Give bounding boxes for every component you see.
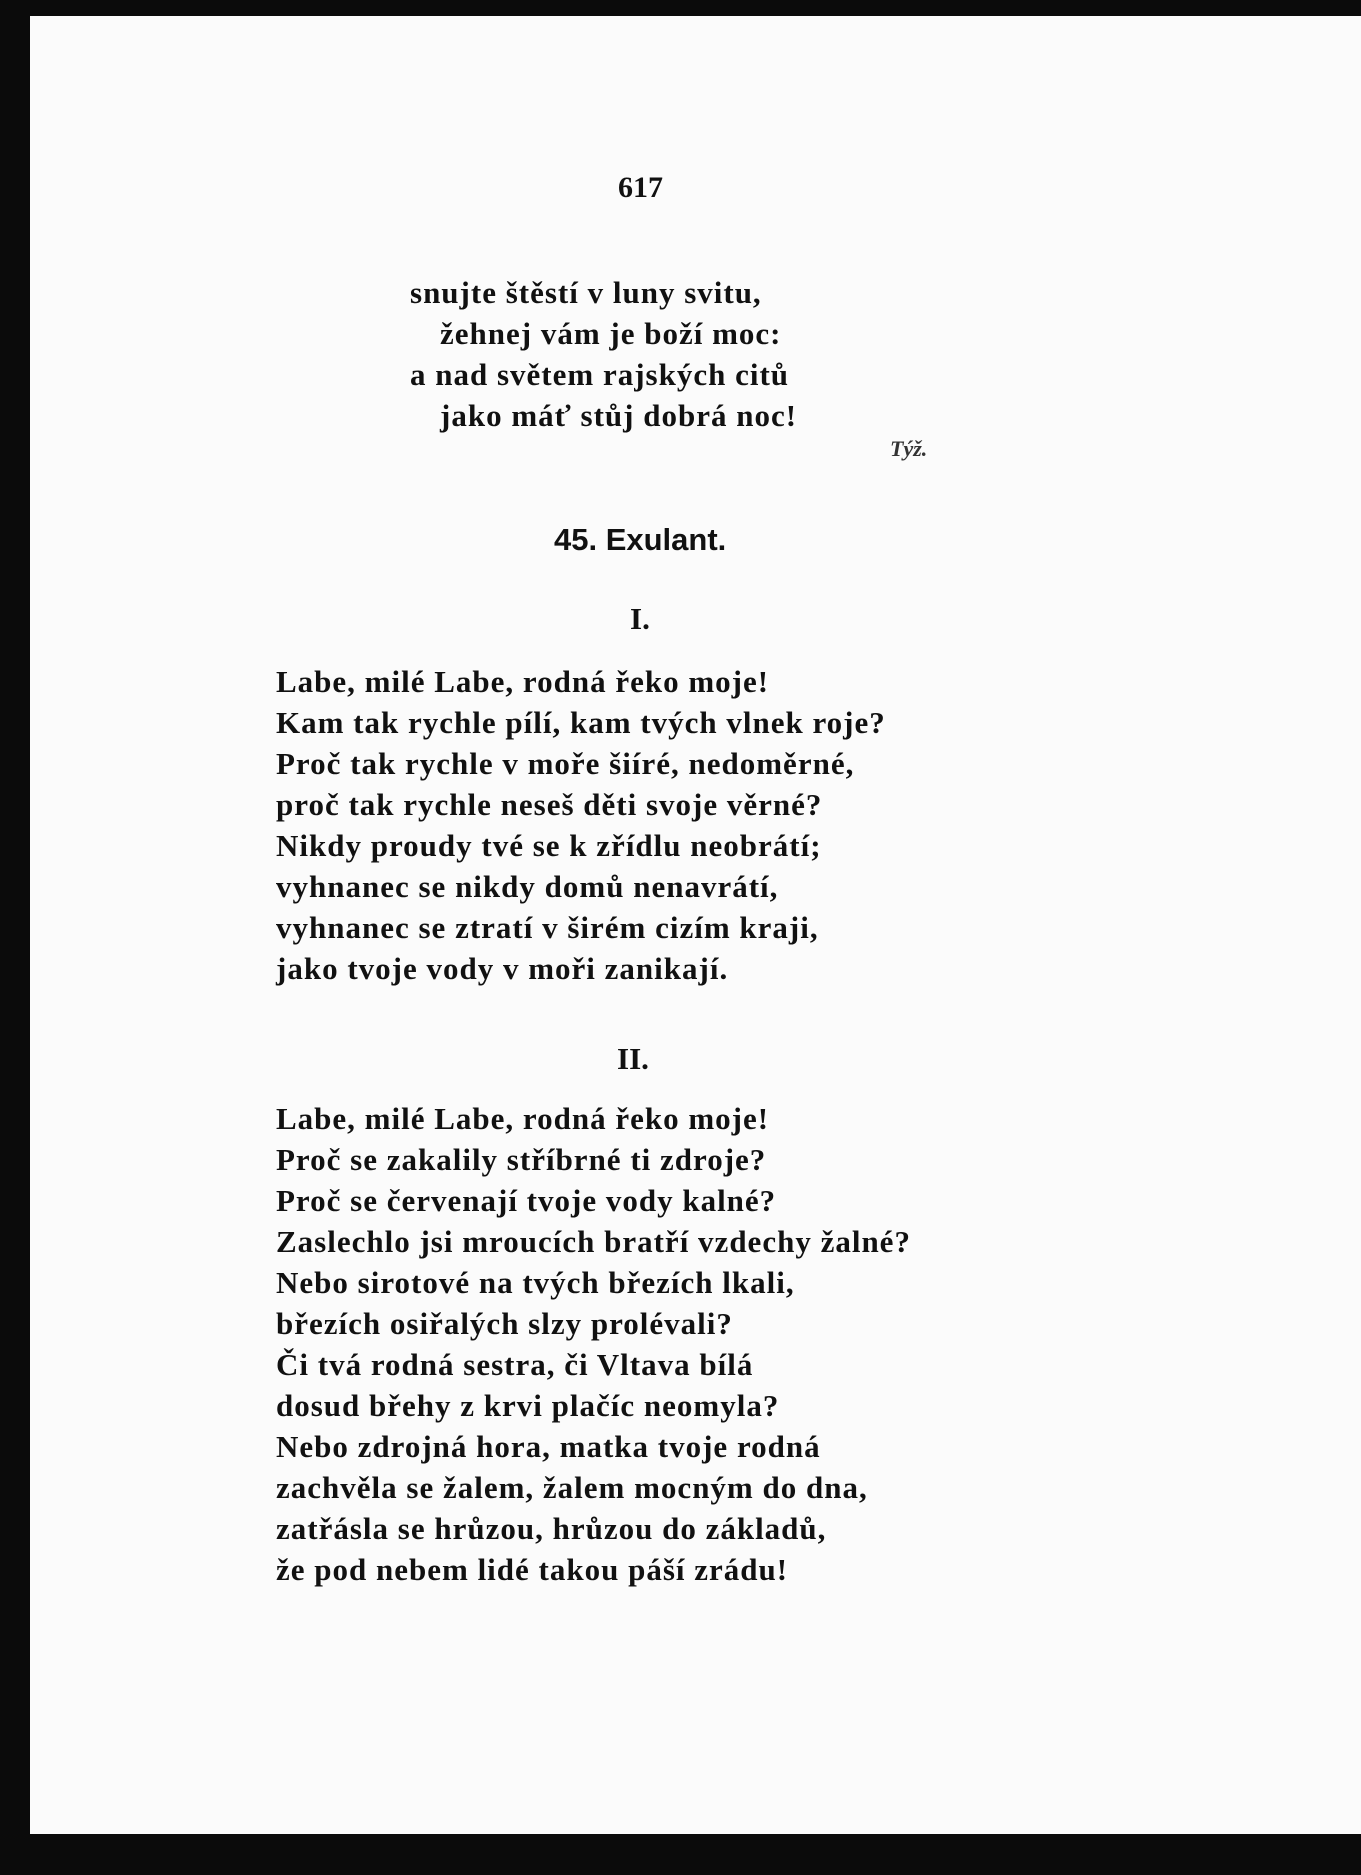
poem-line: Proč se zakalily stříbrné ti zdroje?	[276, 1142, 767, 1177]
poem-line: Nikdy proudy tvé se k zřídlu neobrátí;	[276, 828, 822, 863]
poem-line: jako tvoje vody v moři zanikají.	[276, 951, 729, 986]
poem-line: že pod nebem lidé takou páší zrádu!	[276, 1552, 789, 1587]
poem-line: Proč tak rychle v moře šiíré, nedoměrné,	[276, 746, 855, 781]
poem-line: proč tak rychle neseš děti svoje věrné?	[276, 787, 823, 822]
poem-line: Nebo zdrojná hora, matka tvoje rodná	[276, 1429, 821, 1464]
poem-line: Labe, milé Labe, rodná řeko moje!	[276, 664, 770, 699]
page-number: 617	[618, 171, 663, 204]
poem-line: Nebo sirotové na tvých březích lkali,	[276, 1265, 795, 1300]
poem-line: Či tvá rodná sestra, či Vltava bílá	[276, 1347, 754, 1382]
poem-line: zachvěla se žalem, žalem mocným do dna,	[276, 1470, 868, 1505]
poem-line: zatřásla se hrůzou, hrůzou do základů,	[276, 1511, 827, 1546]
poem-section-1	[276, 661, 886, 989]
section-number: II.	[617, 1041, 649, 1076]
poem-line: Zaslechlo jsi mroucích bratří vzdechy žalné?	[276, 1224, 911, 1259]
poem-title: 45. Exulant.	[554, 522, 727, 557]
poem-line: vyhnanec se nikdy domů nenavrátí,	[276, 869, 779, 904]
stanza-line: snujte štěstí v luny svitu,	[410, 275, 762, 310]
author-signature: Týž.	[890, 436, 928, 461]
poem-line: Proč se červenají tvoje vody kalné?	[276, 1183, 777, 1218]
poem-line: Labe, milé Labe, rodná řeko moje!	[276, 1101, 770, 1136]
section-number: I.	[630, 601, 650, 636]
stanza-line: a nad světem rajských citů	[410, 357, 790, 392]
book-page	[30, 16, 1361, 1834]
poem-line: Kam tak rychle pílí, kam tvých vlnek roje?	[276, 705, 886, 740]
poem-line: vyhnanec se ztratí v širém cizím kraji,	[276, 910, 819, 945]
poem-line: dosud břehy z krvi plačíc neomyla?	[276, 1388, 780, 1423]
stanza-line: jako máť stůj dobrá noc!	[440, 398, 798, 433]
poem-line: březích osiřalých slzy prolévali?	[276, 1306, 733, 1341]
closing-stanza	[410, 272, 797, 436]
stanza-line: žehnej vám je boží moc:	[440, 316, 782, 351]
poem-section-2	[276, 1098, 911, 1590]
